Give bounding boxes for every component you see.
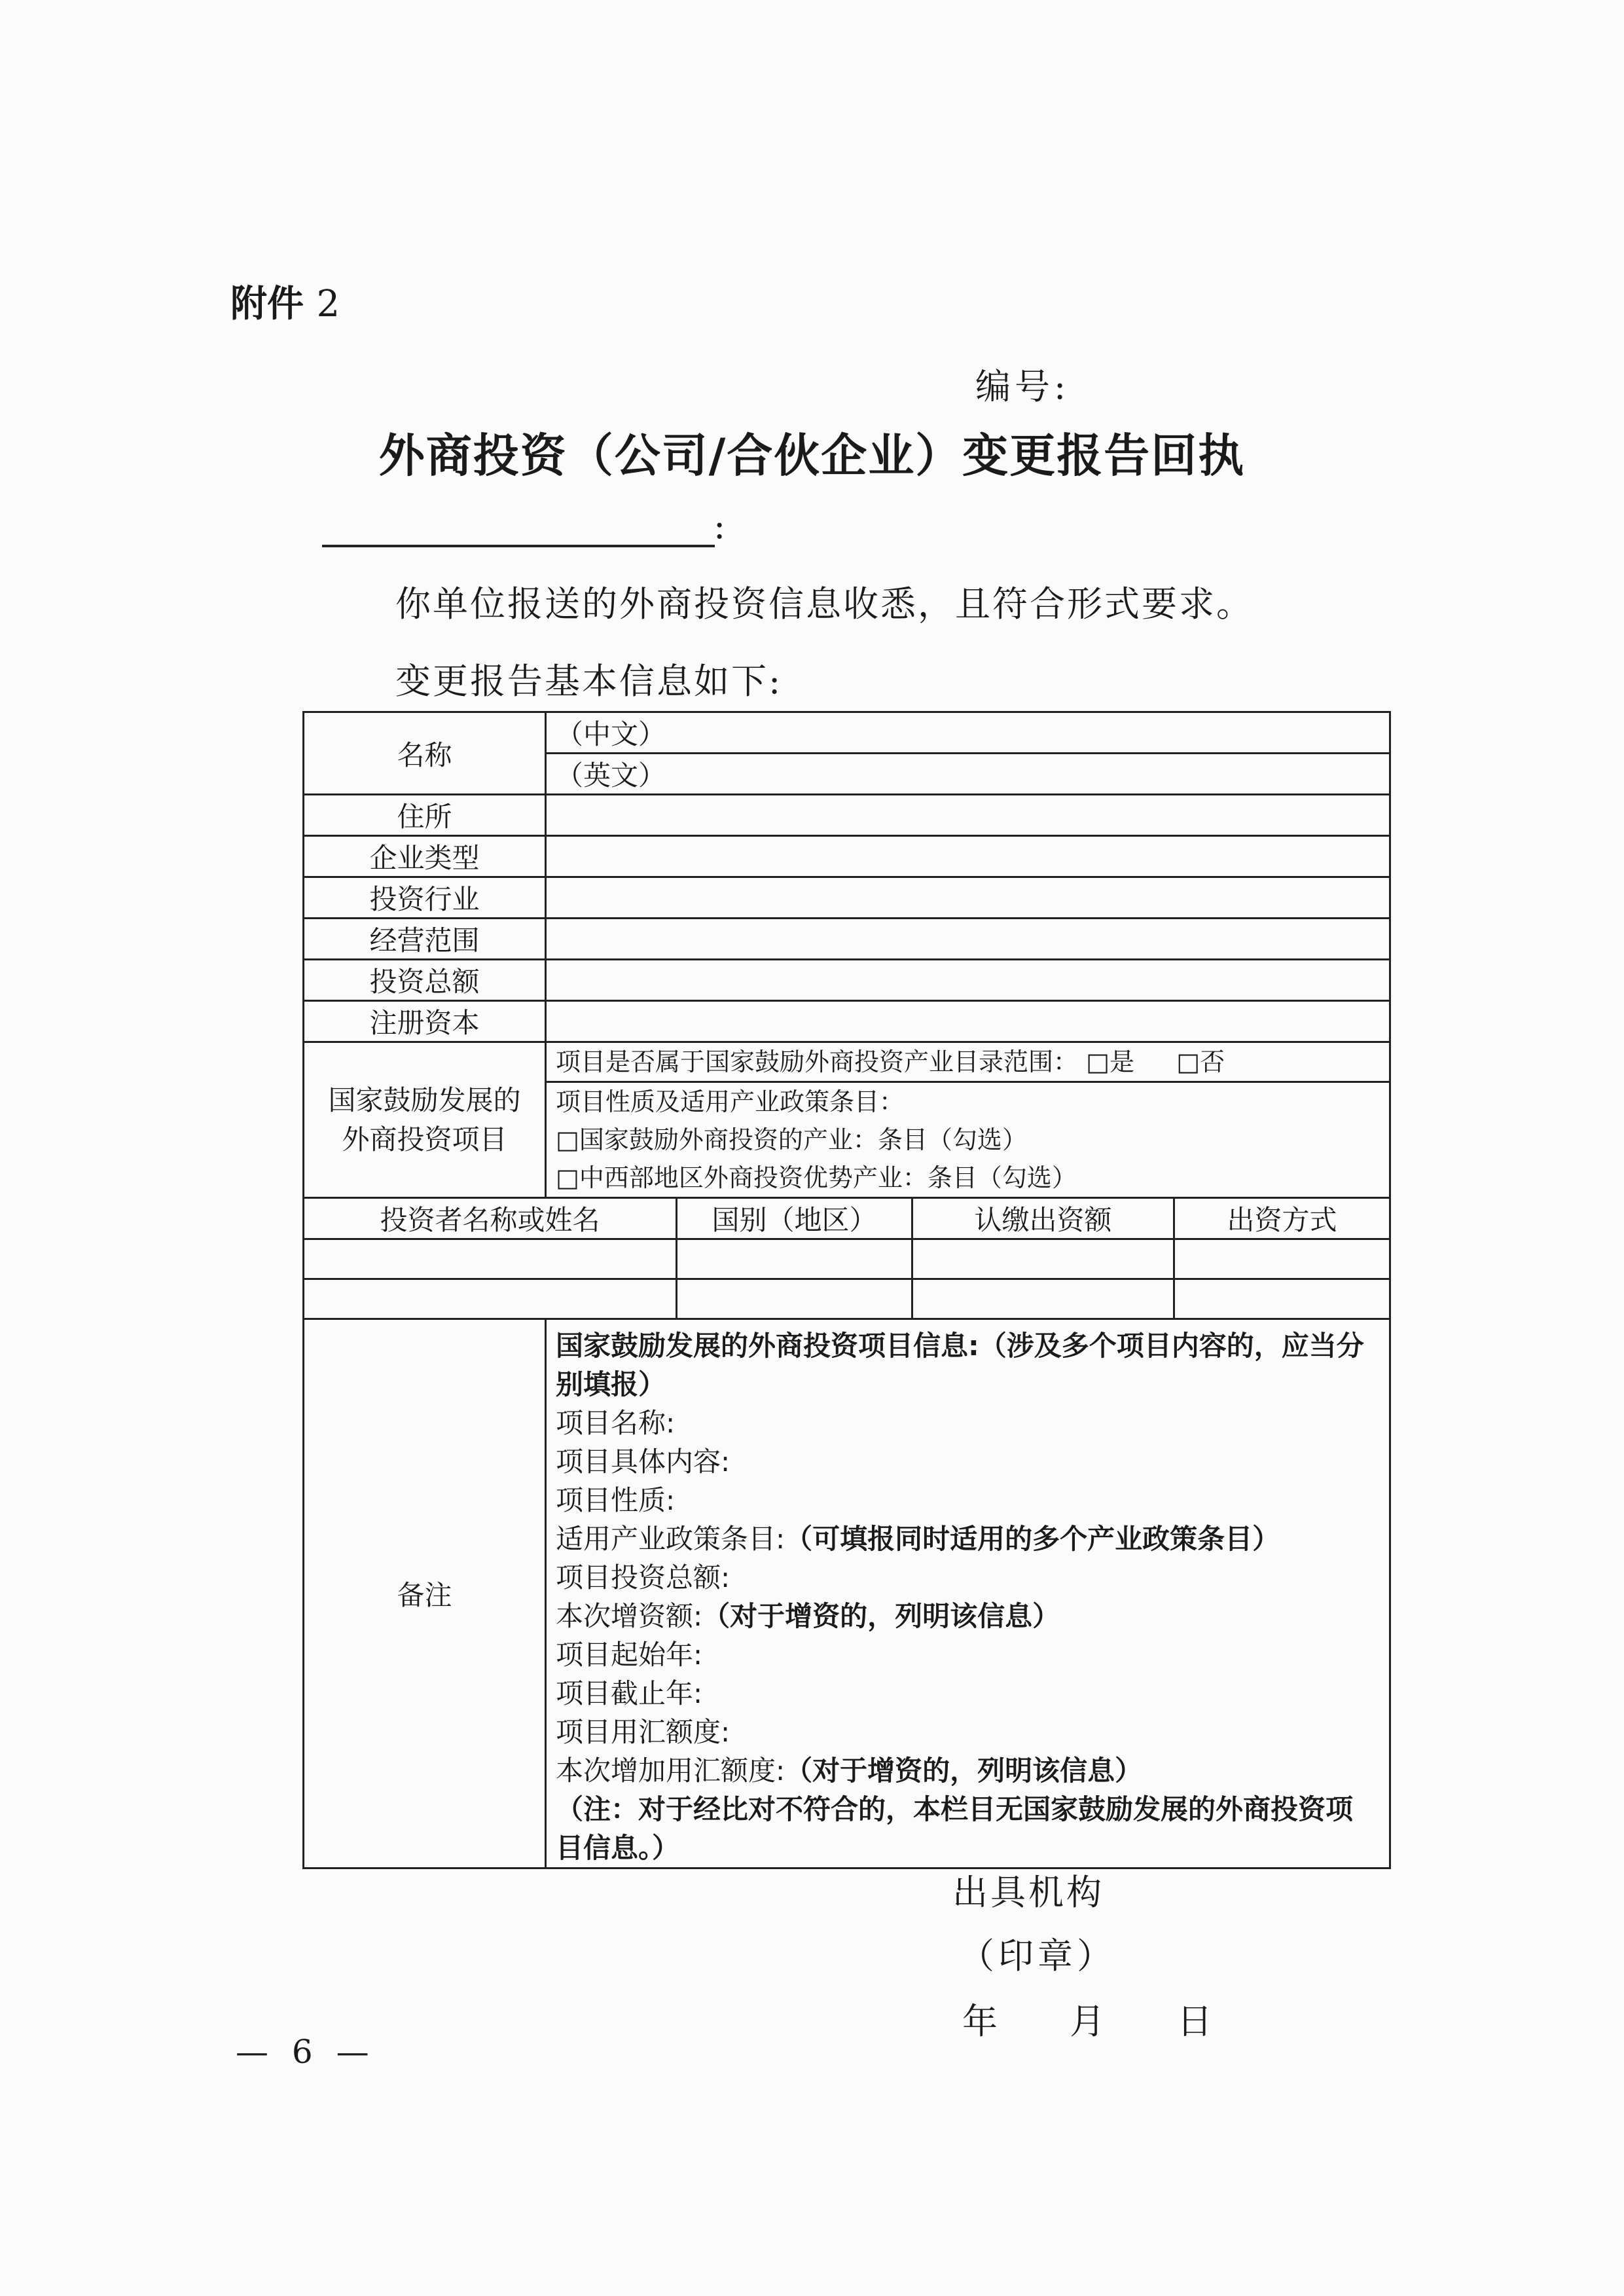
remarks-line	[556, 1635, 1380, 1674]
remarks-line-text: 项目具体内容:	[556, 1446, 731, 1478]
encouraged-project-label	[304, 1042, 546, 1198]
registered-capital-label: 注册资本	[304, 1001, 546, 1042]
attachment-label	[230, 275, 340, 327]
remarks-line	[556, 1520, 1380, 1558]
remarks-line-text: 本次增资额:	[556, 1600, 703, 1632]
enterprise-type-field[interactable]	[546, 836, 1390, 877]
page-number: — 6 —	[236, 2033, 376, 2071]
total-investment-label: 投资总额	[304, 960, 546, 1001]
remarks-line	[556, 1674, 1380, 1713]
remarks-label: 备注	[304, 1319, 546, 1868]
country-header: 国别（地区）	[677, 1198, 912, 1239]
encouraged-project-row	[304, 1042, 1390, 1198]
registered-capital-field[interactable]	[546, 1001, 1390, 1042]
subscribed-capital-cell[interactable]	[912, 1279, 1174, 1319]
remarks-content[interactable]	[546, 1319, 1390, 1868]
investor-name-cell[interactable]	[304, 1239, 677, 1279]
issuing-authority: 出具机构	[952, 1872, 1104, 1913]
attachment-text: 附件	[230, 283, 304, 325]
remarks-line-text: 项目性质:	[556, 1484, 676, 1516]
change-report-table	[302, 711, 1391, 1869]
encouraged-industry-checkbox[interactable]: □国家鼓励外商投资的产业：条目（勾选）	[556, 1125, 1027, 1154]
encouraged-label-line1: 国家鼓励发展的	[328, 1084, 521, 1116]
remarks-line	[556, 1558, 1380, 1597]
encouraged-question	[547, 1043, 1389, 1083]
encouraged-project-content	[546, 1042, 1390, 1198]
remarks-line-text: 国家鼓励发展的外商投资项目信息:（涉及多个项目内容的，应当分别填报）	[556, 1330, 1364, 1400]
document-title: 外商投资（公司/合伙企业）变更报告回执	[378, 429, 1246, 483]
remarks-line-note: （对于增资的，列明该信息）	[702, 1600, 1060, 1632]
project-nature-label: 项目性质及适用产业政策条目：	[556, 1087, 905, 1116]
enterprise-type-label: 企业类型	[304, 836, 546, 877]
table-row	[304, 836, 1390, 877]
day-label: 日	[1177, 2001, 1212, 2042]
name-row-cn	[304, 712, 1390, 754]
remarks-line-text: 本次增加用汇额度:	[556, 1755, 785, 1787]
investor-name-header: 投资者名称或姓名	[304, 1198, 677, 1239]
remarks-line-note: （对于增资的，列明该信息）	[785, 1755, 1143, 1787]
remarks-line	[556, 1713, 1380, 1751]
encouraged-question-text: 项目是否属于国家鼓励外商投资产业目录范围：	[556, 1048, 1079, 1076]
subscribed-capital-cell[interactable]	[912, 1239, 1174, 1279]
name-en-label: （英文）	[556, 759, 666, 792]
industry-label: 投资行业	[304, 877, 546, 919]
encouraged-label-line2: 外商投资项目	[342, 1123, 507, 1156]
table-row	[304, 1001, 1390, 1042]
remarks-line	[556, 1790, 1380, 1867]
investor-name-cell[interactable]	[304, 1279, 677, 1319]
remarks-line	[556, 1597, 1380, 1635]
contribution-method-cell[interactable]	[1174, 1239, 1390, 1279]
remarks-line-text: 项目用汇额度:	[556, 1716, 731, 1748]
address-label: 住所	[304, 795, 546, 836]
issue-date	[962, 1994, 1212, 2044]
country-cell[interactable]	[677, 1239, 912, 1279]
addressee-colon: :	[713, 505, 726, 547]
country-cell[interactable]	[677, 1279, 912, 1319]
business-scope-label: 经营范围	[304, 919, 546, 960]
total-investment-field[interactable]	[546, 960, 1390, 1001]
no-checkbox[interactable]: □否	[1176, 1048, 1225, 1076]
investor-row	[304, 1279, 1390, 1319]
remarks-line	[556, 1751, 1380, 1790]
remarks-line	[556, 1326, 1380, 1404]
address-field[interactable]	[546, 795, 1390, 836]
remarks-row	[304, 1319, 1390, 1868]
remarks-line-text: 项目投资总额:	[556, 1561, 731, 1594]
addressee-blank-line	[322, 504, 715, 547]
investor-header-row	[304, 1198, 1390, 1239]
remarks-line-text: （注：对于经比对不符合的，本栏目无国家鼓励发展的外商投资项目信息。）	[556, 1793, 1354, 1864]
name-cn-label: （中文）	[556, 718, 666, 750]
basic-info-intro: 变更报告基本信息如下:	[395, 661, 783, 702]
remarks-line-text: 项目名称:	[556, 1407, 676, 1439]
remarks-line-text: 项目起始年:	[556, 1639, 703, 1671]
month-label: 月	[1070, 2001, 1105, 2042]
table-row	[304, 795, 1390, 836]
seal-label: （印章）	[959, 1935, 1116, 1977]
name-cn-field[interactable]	[546, 712, 1390, 754]
business-scope-field[interactable]	[546, 919, 1390, 960]
table-row	[304, 877, 1390, 919]
yes-checkbox[interactable]: □是	[1086, 1048, 1135, 1076]
contribution-method-cell[interactable]	[1174, 1279, 1390, 1319]
industry-field[interactable]	[546, 877, 1390, 919]
table-row	[304, 919, 1390, 960]
intro-paragraph: 你单位报送的外商投资信息收悉，且符合形式要求。	[395, 583, 1254, 625]
serial-number-label: 编号:	[975, 366, 1070, 407]
remarks-line-text: 项目截止年:	[556, 1677, 703, 1709]
remarks-line	[556, 1404, 1380, 1442]
remarks-line	[556, 1481, 1380, 1520]
table-row	[304, 960, 1390, 1001]
year-label: 年	[962, 2001, 998, 2042]
investor-row	[304, 1239, 1390, 1279]
remarks-line-text: 适用产业政策条目:	[556, 1523, 785, 1555]
remarks-line	[556, 1442, 1380, 1481]
remarks-line-note: （可填报同时适用的多个产业政策条目）	[785, 1523, 1280, 1555]
attachment-number: 2	[316, 283, 340, 325]
name-label: 名称	[304, 712, 546, 795]
central-west-industry-checkbox[interactable]: □中西部地区外商投资优势产业：条目（勾选）	[556, 1163, 1077, 1192]
name-en-field[interactable]	[546, 754, 1390, 795]
contribution-method-header: 出资方式	[1174, 1198, 1390, 1239]
subscribed-capital-header: 认缴出资额	[912, 1198, 1174, 1239]
